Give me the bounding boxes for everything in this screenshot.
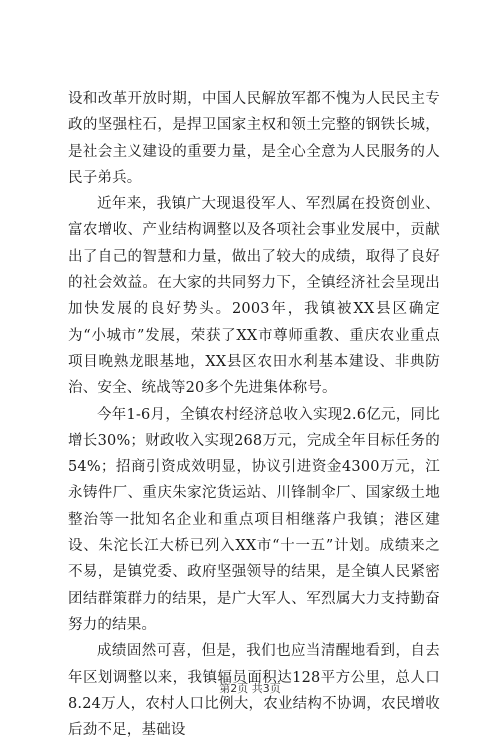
paragraph-continuation: 设和改革开放时期，中国人民解放军都不愧为人民民主专政的坚强柱石，是捍卫国家主权和领土完整的钢铁长城，是社会主义建设的重要力量，是全心全意为人民服务的人民子弟兵。 (68, 91, 440, 186)
paragraph-veterans-contribution: 近年来，我镇广大现退役军人、军烈属在投资创业、富农增收、产业结构调整以及各项社会事业发展中，贡献出了自己的智慧和力量，做出了较大的成绩，取得了良好的社会效益。在大家的共同努力下，全镇经济社会呈现出加快发展的良好势头。2003年，我镇被XX县区确定为“小城市”发展，荣获了XX市尊师重教、重庆农业重点项目晚熟龙眼基地，XX县区农田水利基本建设、非典防治、安全、统战等20多个先进集体称号。 (68, 196, 440, 397)
page-number-footer: 第2页 共3页 (219, 682, 281, 695)
body-text (68, 86, 440, 743)
paragraph-challenges: 成绩固然可喜，但是，我们也应当清醒地看到，自去年区划调整以来，我镇辐员面积达128平方公里，总人口8.24万人，农村人口比例大，农业结构不协调，农民增收后劲不足，基础设 (68, 643, 440, 739)
paragraph-economic-results: 今年1-6月，全镇农村经济总收入实现2.6亿元，同比增长30%；财政收入实现268万元，完成全年目标任务的54%；招商引资成效明显，协议引进资金4300万元，江永铸件厂、重庆朱家沱货运站、川锋制伞厂、国家级土地整治等一批知名企业和重点项目相继落户我镇；港区建设、朱沱长江大桥已列入XX市“十一五”计划。成绩来之不易，是镇党委、政府坚强领导的结果，是全镇人民紧密团结群策群力的结果，是广大军人、军烈属大力支持勤奋努力的结果。 (68, 406, 440, 633)
